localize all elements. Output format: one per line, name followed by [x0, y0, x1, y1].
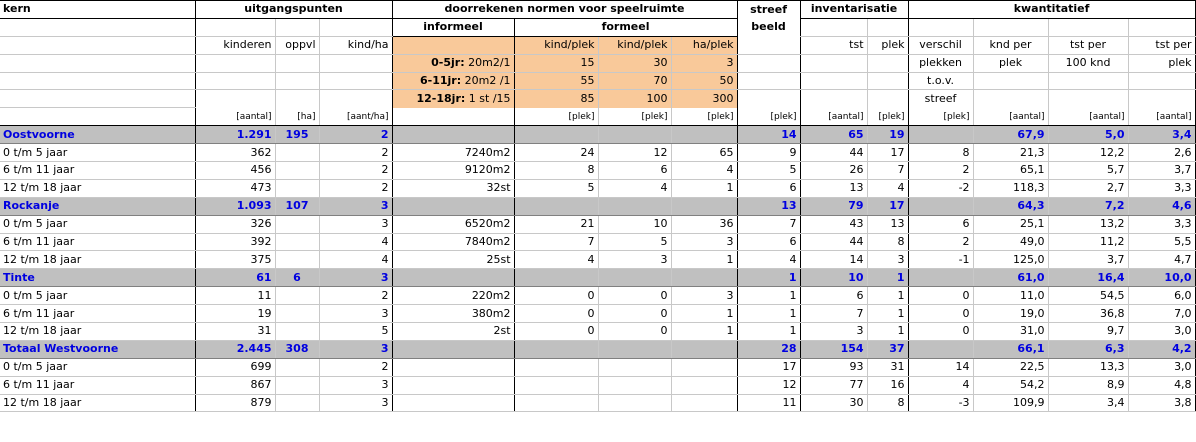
row-plek: 16	[867, 376, 908, 394]
section-kinderen: 2.445	[195, 340, 275, 358]
row-streef: 7	[737, 215, 800, 233]
row-kindha: 3	[319, 394, 392, 412]
row-plek: 8	[867, 394, 908, 412]
row-tst: 43	[800, 215, 867, 233]
unit-kind-ha: [aant/ha]	[319, 108, 392, 126]
row-knd: 65,1	[973, 162, 1048, 180]
data-row	[0, 394, 1195, 412]
unit-kinderen: [aantal]	[195, 108, 275, 126]
row-knd: 54,2	[973, 376, 1048, 394]
row-f1: 0	[514, 323, 598, 341]
header-kwantitatief: kwantitatief	[908, 1, 1195, 19]
row-f3: 1	[671, 179, 737, 197]
row-f1: 7	[514, 233, 598, 251]
norm-value: 1 st /15	[465, 92, 511, 106]
section-name: Tinte	[0, 269, 195, 287]
row-kindha: 2	[319, 358, 392, 376]
row-plek: 7	[867, 162, 908, 180]
row-tstplek: 5,5	[1128, 233, 1195, 251]
data-row	[0, 358, 1195, 376]
row-kindha: 4	[319, 251, 392, 269]
row-kindha: 2	[319, 179, 392, 197]
row-kinderen: 11	[195, 287, 275, 305]
row-knd: 125,0	[973, 251, 1048, 269]
section-name: Totaal Westvoorne	[0, 340, 195, 358]
norm-value: 20m2 /1	[461, 74, 511, 87]
section-tstplek: 4,2	[1128, 340, 1195, 358]
row-f2	[598, 358, 671, 376]
col-verschil: verschil	[908, 36, 973, 54]
data-row	[0, 376, 1195, 394]
row-tstplek: 3,7	[1128, 162, 1195, 180]
header-formeel: formeel	[514, 18, 737, 36]
section-tst: 79	[800, 197, 867, 215]
row-tstplek: 3,0	[1128, 323, 1195, 341]
row-plek: 13	[867, 215, 908, 233]
row-f3: 4	[671, 162, 737, 180]
unit-tst100: [aantal]	[1048, 108, 1128, 126]
unit-streef: [plek]	[737, 108, 800, 126]
row-f1: 0	[514, 305, 598, 323]
row-kinderen: 456	[195, 162, 275, 180]
data-row	[0, 162, 1195, 180]
row-f1: 0	[514, 287, 598, 305]
row-kinderen: 375	[195, 251, 275, 269]
row-f3: 3	[671, 233, 737, 251]
units-row	[0, 108, 1195, 126]
norm-informeel	[392, 54, 514, 72]
section-tst: 154	[800, 340, 867, 358]
row-verschil: 2	[908, 162, 973, 180]
row-streef: 4	[737, 251, 800, 269]
section-plek: 37	[867, 340, 908, 358]
row-f1: 21	[514, 215, 598, 233]
row-kindha: 3	[319, 305, 392, 323]
row-f1: 8	[514, 162, 598, 180]
row-label: 12 t/m 18 jaar	[0, 323, 195, 341]
row-f1: 5	[514, 179, 598, 197]
section-knd: 66,1	[973, 340, 1048, 358]
row-f2: 12	[598, 144, 671, 162]
section-row	[0, 269, 1195, 287]
row-f1	[514, 376, 598, 394]
row-knd: 21,3	[973, 144, 1048, 162]
row-tst100: 13,3	[1048, 358, 1128, 376]
data-row	[0, 179, 1195, 197]
row-label: 12 t/m 18 jaar	[0, 251, 195, 269]
row-tst100: 2,7	[1048, 179, 1128, 197]
data-row	[0, 233, 1195, 251]
row-f3: 65	[671, 144, 737, 162]
col-ha-plek: ha/plek	[671, 36, 737, 54]
row-tst: 44	[800, 144, 867, 162]
row-tstplek: 3,3	[1128, 179, 1195, 197]
row-tst: 26	[800, 162, 867, 180]
section-kindha: 3	[319, 269, 392, 287]
row-label: 12 t/m 18 jaar	[0, 179, 195, 197]
row-informeel	[392, 358, 514, 376]
row-knd: 31,0	[973, 323, 1048, 341]
col-kind-plek-2: kind/plek	[598, 36, 671, 54]
row-f2: 5	[598, 233, 671, 251]
row-label: 6 t/m 11 jaar	[0, 233, 195, 251]
row-knd: 118,3	[973, 179, 1048, 197]
row-kindha: 2	[319, 287, 392, 305]
section-kinderen: 61	[195, 269, 275, 287]
row-streef: 9	[737, 144, 800, 162]
row-label: 0 t/m 5 jaar	[0, 144, 195, 162]
row-tstplek: 4,7	[1128, 251, 1195, 269]
row-streef: 6	[737, 179, 800, 197]
row-tst: 13	[800, 179, 867, 197]
section-oppvl: 6	[275, 269, 319, 287]
section-row	[0, 197, 1195, 215]
section-oppvl: 308	[275, 340, 319, 358]
row-tst100: 13,2	[1048, 215, 1128, 233]
col-tstplek-sub	[1128, 90, 1195, 108]
col-tst-per-1: tst per	[1048, 36, 1128, 54]
section-plek: 1	[867, 269, 908, 287]
row-tst: 3	[800, 323, 867, 341]
row-verschil: 4	[908, 376, 973, 394]
row-f2: 0	[598, 305, 671, 323]
norm-ha-plek: 50	[671, 72, 737, 90]
row-tstplek: 6,0	[1128, 287, 1195, 305]
header-streef: streef	[737, 1, 800, 19]
norm-kind-plek-1: 15	[514, 54, 598, 72]
norm-age-label: 6-11jr:	[419, 74, 462, 87]
col-knd-sub	[973, 90, 1048, 108]
col-verschil-sub: streef	[908, 90, 973, 108]
row-tst100: 3,7	[1048, 251, 1128, 269]
col-tst100-sub	[1048, 72, 1128, 90]
row-tst100: 54,5	[1048, 287, 1128, 305]
row-label: 6 t/m 11 jaar	[0, 305, 195, 323]
row-informeel: 6520m2	[392, 215, 514, 233]
data-row	[0, 323, 1195, 341]
row-tstplek: 2,6	[1128, 144, 1195, 162]
section-streef: 13	[737, 197, 800, 215]
row-kinderen: 699	[195, 358, 275, 376]
row-tst100: 5,7	[1048, 162, 1128, 180]
row-informeel	[392, 394, 514, 412]
row-f2	[598, 376, 671, 394]
row-label: 6 t/m 11 jaar	[0, 162, 195, 180]
col-tst100-sub	[1048, 90, 1128, 108]
row-plek: 1	[867, 305, 908, 323]
row-label: 0 t/m 5 jaar	[0, 215, 195, 233]
row-kindha: 4	[319, 233, 392, 251]
unit-tst: [aantal]	[800, 108, 867, 126]
unit-verschil: [plek]	[908, 108, 973, 126]
row-verschil: 0	[908, 305, 973, 323]
norm-ha-plek: 300	[671, 90, 737, 108]
row-plek: 1	[867, 287, 908, 305]
row-knd: 109,9	[973, 394, 1048, 412]
row-informeel: 7240m2	[392, 144, 514, 162]
col-verschil-sub: plekken	[908, 54, 973, 72]
row-tst: 44	[800, 233, 867, 251]
section-knd: 64,3	[973, 197, 1048, 215]
section-name: Oostvoorne	[0, 126, 195, 144]
data-row	[0, 305, 1195, 323]
section-row	[0, 340, 1195, 358]
unit-oppvl: [ha]	[275, 108, 319, 126]
row-tst100: 8,9	[1048, 376, 1128, 394]
row-tstplek: 3,8	[1128, 394, 1195, 412]
row-f2: 3	[598, 251, 671, 269]
col-kind-ha: kind/ha	[319, 36, 392, 54]
row-informeel	[392, 376, 514, 394]
norm-kind-plek-1: 85	[514, 90, 598, 108]
row-streef: 12	[737, 376, 800, 394]
row-plek: 1	[867, 323, 908, 341]
data-row	[0, 287, 1195, 305]
col-tstplek-sub	[1128, 72, 1195, 90]
row-tst100: 36,8	[1048, 305, 1128, 323]
row-informeel: 9120m2	[392, 162, 514, 180]
row-streef: 6	[737, 233, 800, 251]
section-kinderen: 1.093	[195, 197, 275, 215]
header-doorrekenen: doorrekenen normen voor speelruimte	[392, 1, 737, 19]
row-tstplek: 3,0	[1128, 358, 1195, 376]
row-f1: 4	[514, 251, 598, 269]
unit-f3: [plek]	[671, 108, 737, 126]
section-plek: 17	[867, 197, 908, 215]
header-inventarisatie: inventarisatie	[800, 1, 908, 19]
row-verschil: 14	[908, 358, 973, 376]
col-tst100-sub: 100 knd	[1048, 54, 1128, 72]
row-informeel: 2st	[392, 323, 514, 341]
subheader-row-2	[0, 36, 1195, 54]
norm-row	[0, 54, 1195, 72]
row-verschil: 6	[908, 215, 973, 233]
norm-kind-plek-2: 30	[598, 54, 671, 72]
col-plek: plek	[867, 36, 908, 54]
row-kinderen: 31	[195, 323, 275, 341]
row-tst100: 11,2	[1048, 233, 1128, 251]
row-kinderen: 867	[195, 376, 275, 394]
unit-plek: [plek]	[867, 108, 908, 126]
section-streef: 1	[737, 269, 800, 287]
row-label: 0 t/m 5 jaar	[0, 287, 195, 305]
row-verschil: 0	[908, 323, 973, 341]
row-tstplek: 3,3	[1128, 215, 1195, 233]
row-tst: 30	[800, 394, 867, 412]
row-knd: 19,0	[973, 305, 1048, 323]
row-kinderen: 326	[195, 215, 275, 233]
row-kindha: 3	[319, 376, 392, 394]
row-f2: 6	[598, 162, 671, 180]
row-label: 6 t/m 11 jaar	[0, 376, 195, 394]
row-label: 0 t/m 5 jaar	[0, 358, 195, 376]
row-kinderen: 362	[195, 144, 275, 162]
unit-f2: [plek]	[598, 108, 671, 126]
row-plek: 17	[867, 144, 908, 162]
row-streef: 5	[737, 162, 800, 180]
unit-tstplek: [aantal]	[1128, 108, 1195, 126]
header-row	[0, 1, 1195, 19]
row-f2: 10	[598, 215, 671, 233]
row-tst: 93	[800, 358, 867, 376]
section-streef: 14	[737, 126, 800, 144]
row-knd: 49,0	[973, 233, 1048, 251]
row-f3	[671, 358, 737, 376]
row-plek: 4	[867, 179, 908, 197]
section-knd: 61,0	[973, 269, 1048, 287]
data-row	[0, 215, 1195, 233]
col-kind-plek-1: kind/plek	[514, 36, 598, 54]
row-kindha: 2	[319, 162, 392, 180]
data-row	[0, 144, 1195, 162]
col-verschil-sub: t.o.v.	[908, 72, 973, 90]
row-tst: 7	[800, 305, 867, 323]
row-plek: 8	[867, 233, 908, 251]
section-knd: 67,9	[973, 126, 1048, 144]
row-f1	[514, 358, 598, 376]
row-streef: 1	[737, 287, 800, 305]
norm-age-label: 0-5jr:	[431, 56, 465, 70]
norm-informeel	[392, 72, 514, 90]
col-tst: tst	[800, 36, 867, 54]
section-tst100: 7,2	[1048, 197, 1128, 215]
row-streef: 17	[737, 358, 800, 376]
norm-row	[0, 90, 1195, 108]
norm-ha-plek: 3	[671, 54, 737, 72]
col-tst-per-2: tst per	[1128, 36, 1195, 54]
row-f3	[671, 394, 737, 412]
header-informeel: informeel	[392, 18, 514, 36]
section-kindha: 2	[319, 126, 392, 144]
row-verschil: -3	[908, 394, 973, 412]
row-tstplek: 4,8	[1128, 376, 1195, 394]
data-row	[0, 251, 1195, 269]
col-knd-sub	[973, 72, 1048, 90]
section-tst100: 6,3	[1048, 340, 1128, 358]
header-uitgangspunten: uitgangspunten	[195, 1, 392, 19]
section-tst100: 5,0	[1048, 126, 1128, 144]
row-f3: 1	[671, 305, 737, 323]
row-kinderen: 19	[195, 305, 275, 323]
row-label: 12 t/m 18 jaar	[0, 394, 195, 412]
row-plek: 3	[867, 251, 908, 269]
section-kindha: 3	[319, 197, 392, 215]
subheader-row-1	[0, 18, 1195, 36]
row-kindha: 5	[319, 323, 392, 341]
section-name: Rockanje	[0, 197, 195, 215]
row-tst100: 12,2	[1048, 144, 1128, 162]
row-f1	[514, 394, 598, 412]
row-kinderen: 879	[195, 394, 275, 412]
row-f2	[598, 394, 671, 412]
row-f3	[671, 376, 737, 394]
section-oppvl: 107	[275, 197, 319, 215]
norm-kind-plek-2: 70	[598, 72, 671, 90]
section-streef: 28	[737, 340, 800, 358]
row-informeel: 25st	[392, 251, 514, 269]
header-beeld: beeld	[737, 18, 800, 36]
row-verschil: 0	[908, 287, 973, 305]
row-f2: 0	[598, 323, 671, 341]
norm-row	[0, 72, 1195, 90]
unit-knd: [aantal]	[973, 108, 1048, 126]
row-plek: 31	[867, 358, 908, 376]
row-streef: 1	[737, 323, 800, 341]
row-informeel: 220m2	[392, 287, 514, 305]
row-knd: 11,0	[973, 287, 1048, 305]
row-informeel: 380m2	[392, 305, 514, 323]
section-tstplek: 3,4	[1128, 126, 1195, 144]
row-verschil: 8	[908, 144, 973, 162]
row-f3: 36	[671, 215, 737, 233]
section-kinderen: 1.291	[195, 126, 275, 144]
section-tst: 65	[800, 126, 867, 144]
section-tstplek: 4,6	[1128, 197, 1195, 215]
norm-informeel	[392, 90, 514, 108]
section-tstplek: 10,0	[1128, 269, 1195, 287]
row-f2: 4	[598, 179, 671, 197]
row-streef: 11	[737, 394, 800, 412]
norm-age-label: 12-18jr:	[416, 92, 466, 106]
row-f1: 24	[514, 144, 598, 162]
section-row	[0, 126, 1195, 144]
row-tst: 14	[800, 251, 867, 269]
section-tst100: 16,4	[1048, 269, 1128, 287]
row-knd: 22,5	[973, 358, 1048, 376]
col-knd-sub: plek	[973, 54, 1048, 72]
row-f2: 0	[598, 287, 671, 305]
norm-value: 20m2/1	[464, 56, 511, 70]
row-streef: 1	[737, 305, 800, 323]
col-tstplek-sub: plek	[1128, 54, 1195, 72]
row-informeel: 32st	[392, 179, 514, 197]
row-knd: 25,1	[973, 215, 1048, 233]
row-kindha: 3	[319, 215, 392, 233]
row-verschil: -1	[908, 251, 973, 269]
unit-f1: [plek]	[514, 108, 598, 126]
section-tst: 10	[800, 269, 867, 287]
row-kindha: 2	[319, 144, 392, 162]
row-tstplek: 7,0	[1128, 305, 1195, 323]
section-oppvl: 195	[275, 126, 319, 144]
section-plek: 19	[867, 126, 908, 144]
row-informeel: 7840m2	[392, 233, 514, 251]
row-f3: 1	[671, 251, 737, 269]
row-kinderen: 473	[195, 179, 275, 197]
col-kinderen: kinderen	[195, 36, 275, 54]
row-tst: 77	[800, 376, 867, 394]
col-oppvl: oppvl	[275, 36, 319, 54]
row-tst100: 9,7	[1048, 323, 1128, 341]
row-kinderen: 392	[195, 233, 275, 251]
row-f3: 1	[671, 323, 737, 341]
row-tst100: 3,4	[1048, 394, 1128, 412]
col-knd-per: knd per	[973, 36, 1048, 54]
row-f3: 3	[671, 287, 737, 305]
header-kern: kern	[0, 1, 195, 19]
row-tst: 6	[800, 287, 867, 305]
norm-kind-plek-2: 100	[598, 90, 671, 108]
row-verschil: 2	[908, 233, 973, 251]
row-verschil: -2	[908, 179, 973, 197]
section-kindha: 3	[319, 340, 392, 358]
norm-kind-plek-1: 55	[514, 72, 598, 90]
